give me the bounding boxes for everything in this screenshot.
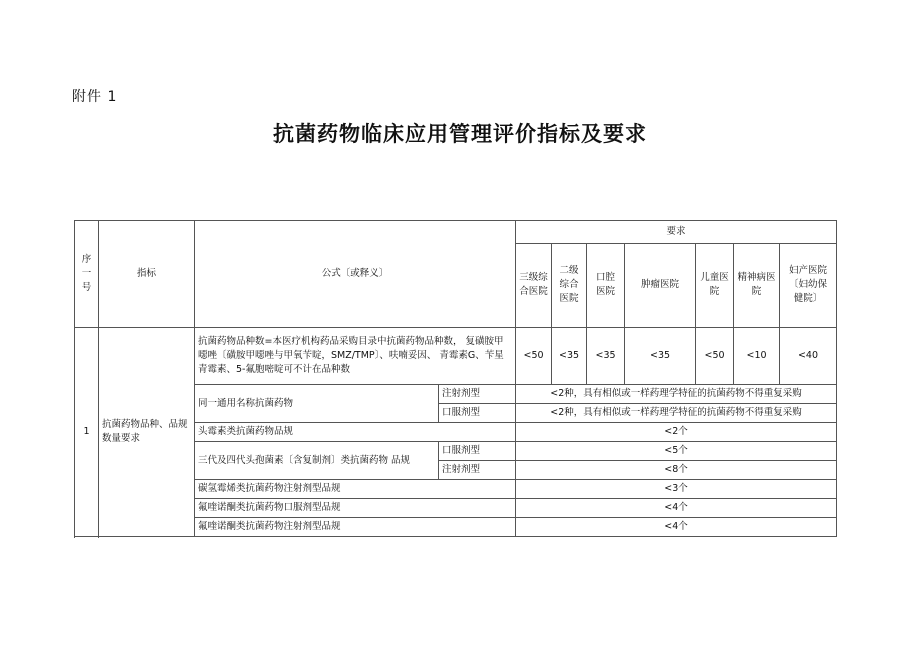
- cephalosporin-injection-requirement: <8个: [516, 461, 837, 480]
- variety-value-secondary: <35: [552, 328, 587, 385]
- carbapenem-label: 碳氢霉烯类抗菌药物注射剂型品规: [195, 480, 516, 499]
- variety-value-maternity: <40: [780, 328, 837, 385]
- page-title: 抗菌药物临床应用管理评价指标及要求: [273, 122, 647, 146]
- hospital-type-tumor: 肿瘤医院: [625, 243, 696, 327]
- indicator-name: 抗菌药物品种、品规数量要求: [99, 328, 195, 537]
- variety-value-stomatology: <35: [587, 328, 625, 385]
- hospital-type-secondary: 二级综合医院: [552, 243, 587, 327]
- attachment-label: 附件 1: [72, 89, 118, 105]
- variety-value-tumor: <35: [625, 328, 696, 385]
- cephalosporin-oral-label: 口服剂型: [439, 442, 516, 461]
- generic-oral-label: 口服剂型: [439, 404, 516, 423]
- fluoroquinolone-oral-requirement: <4个: [516, 499, 837, 518]
- seq-header: 序一号: [75, 221, 99, 328]
- hospital-type-stomatology: 口腔 医院: [587, 243, 625, 327]
- variety-formula: 抗菌药物品种数=本医疗机构药品采购目录中抗菌药物品种数， 复磺胺甲噁唑〔磺胺甲噁唑与甲氧苄啶，SMZ/TMP〕、呋喃妥因、 青霉素G、苄星青霉素、5-氟胞嘧啶可不计在品种数: [195, 328, 516, 385]
- fluoroquinolone-injection-label: 氟喹诺酮类抗菌药物注射剂型品规: [195, 518, 516, 537]
- generic-injection-requirement: <2种，具有相似或一样药理学特征的抗菌药物不得重复采购: [516, 385, 837, 404]
- fluoroquinolone-oral-label: 氟喹诺酮类抗菌药物口服剂型品规: [195, 499, 516, 518]
- variety-value-children: <50: [696, 328, 734, 385]
- table-header-row: [75, 221, 837, 244]
- table-row: [75, 328, 837, 385]
- generic-name-label: 同一通用名称抗菌药物: [195, 385, 439, 423]
- variety-value-psychiatric: <10: [734, 328, 780, 385]
- hospital-type-children: 儿童医院: [696, 243, 734, 327]
- carbapenem-requirement: <3个: [516, 480, 837, 499]
- requirement-header: 要求: [516, 221, 837, 244]
- variety-value-tertiary: <50: [516, 328, 552, 385]
- hospital-type-psychiatric: 精神病医院: [734, 243, 780, 327]
- fluoroquinolone-injection-requirement: <4个: [516, 518, 837, 537]
- hospital-type-maternity: 妇产医院〔妇幼保 健院〕: [780, 243, 837, 327]
- cephamycin-requirement: <2个: [516, 423, 837, 442]
- cephalosporin-label: 三代及四代头孢菌素〔含复制剂〕类抗菌药物 品规: [195, 442, 439, 480]
- cephamycin-label: 头霉素类抗菌药物品规: [195, 423, 516, 442]
- indicator-table: [74, 220, 837, 537]
- cephalosporin-oral-requirement: <5个: [516, 442, 837, 461]
- formula-header: 公式〔或释义〕: [195, 221, 516, 328]
- generic-oral-requirement: <2种，具有相似或一样药理学特征的抗菌药物不得重复采购: [516, 404, 837, 423]
- hospital-type-tertiary: 三级综合医院: [516, 243, 552, 327]
- generic-injection-label: 注射剂型: [439, 385, 516, 404]
- row-number: 1: [75, 328, 99, 537]
- cephalosporin-injection-label: 注射剂型: [439, 461, 516, 480]
- indicator-header: 指标: [99, 221, 195, 328]
